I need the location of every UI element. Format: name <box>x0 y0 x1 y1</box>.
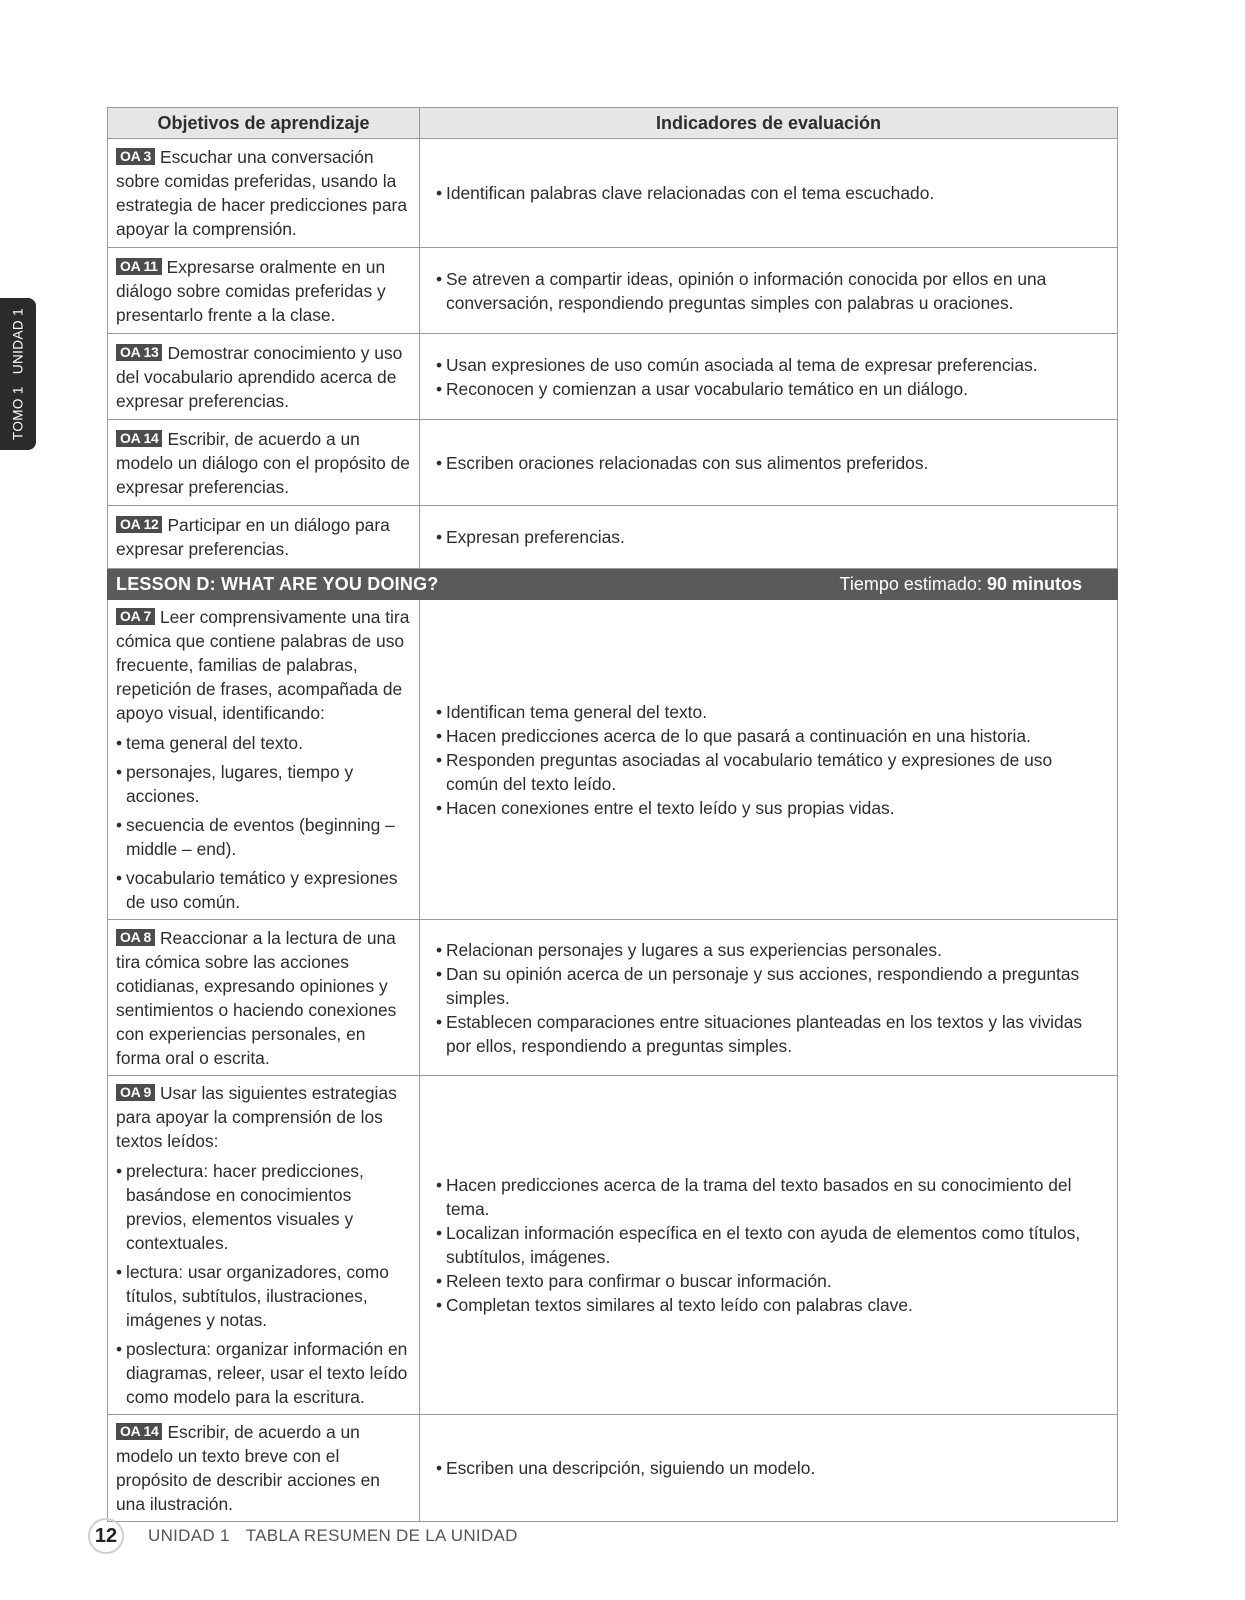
objective-cell <box>108 420 420 506</box>
side-tab-tomo: TOMO 1 <box>10 386 26 441</box>
indicator-cell <box>420 139 1118 248</box>
oa-badge: OA 8 <box>116 929 155 946</box>
objective-cell <box>108 139 420 248</box>
objective-text: Escribir, de acuerdo a un modelo un texto breve con el propósito de describir acciones en una ilustración. <box>116 1422 380 1514</box>
table-row <box>108 920 1118 1076</box>
indicator-cell <box>420 920 1118 1076</box>
table-row <box>108 600 1118 920</box>
lesson-title: LESSON D: WHAT ARE YOU DOING? <box>116 574 439 594</box>
indicator-item: • Se atreven a compartir ideas, opinión o información conocida por ellos en una conversación, respondiendo preguntas simples con palabras u oraciones. <box>436 267 1105 315</box>
side-tab-label <box>11 308 26 440</box>
indicator-item: • Hacen conexiones entre el texto leído y sus propias vidas. <box>436 796 1105 820</box>
footer-unit: UNIDAD 1 <box>148 1526 230 1545</box>
page-number: 12 <box>88 1518 124 1554</box>
indicator-item: • Hacen predicciones acerca de lo que pasará a continuación en una historia. <box>436 724 1105 748</box>
indicator-item: • Reconocen y comienzan a usar vocabulario temático en un diálogo. <box>436 377 1105 401</box>
lesson-bar <box>108 569 1118 600</box>
objective-text: Participar en un diálogo para expresar preferencias. <box>116 515 390 559</box>
table-row <box>108 1415 1118 1522</box>
lesson-time-value: 90 minutos <box>986 574 1082 594</box>
objective-cell <box>108 248 420 334</box>
objective-subitem: • personajes, lugares, tiempo y acciones. <box>116 760 413 808</box>
indicator-item: • Hacen predicciones acerca de la trama del texto basados en su conocimiento del tema. <box>436 1173 1105 1221</box>
indicator-cell <box>420 506 1118 569</box>
indicator-item: • Escriben una descripción, siguiendo un modelo. <box>436 1456 1105 1480</box>
lesson-time <box>840 572 1082 596</box>
indicator-cell <box>420 420 1118 506</box>
indicator-item: • Identifican tema general del texto. <box>436 700 1105 724</box>
objective-cell <box>108 334 420 420</box>
objective-text: Expresarse oralmente en un diálogo sobre comidas preferidas y presentarlo frente a la clase. <box>116 256 386 325</box>
indicator-item: • Completan textos similares al texto leído con palabras clave. <box>436 1293 1105 1317</box>
objective-subitem: • prelectura: hacer predicciones, basándose en conocimientos previos, elementos visuales y contextuales. <box>116 1159 413 1255</box>
objective-cell <box>108 506 420 569</box>
summary-table <box>107 107 1118 1522</box>
indicator-item: • Dan su opinión acerca de un personaje y sus acciones, respondiendo a preguntas simples. <box>436 962 1105 1010</box>
indicator-item: • Establecen comparaciones entre situaciones planteadas en los textos y las vividas por ellos, respondiendo a preguntas simples. <box>436 1010 1105 1058</box>
oa-badge: OA 9 <box>116 1084 155 1101</box>
objective-cell <box>108 600 420 920</box>
objective-subitem: • secuencia de eventos (beginning – middle – end). <box>116 813 413 861</box>
oa-badge: OA 14 <box>116 1423 162 1440</box>
indicator-item: • Escriben oraciones relacionadas con sus alimentos preferidos. <box>436 451 1105 475</box>
page-footer <box>88 1518 518 1554</box>
objective-cell <box>108 1076 420 1415</box>
table-row <box>108 248 1118 334</box>
objective-cell <box>108 1415 420 1522</box>
indicator-cell <box>420 1415 1118 1522</box>
objective-subitem: • vocabulario temático y expresiones de uso común. <box>116 866 413 914</box>
oa-badge: OA 14 <box>116 430 162 447</box>
oa-badge: OA 11 <box>116 258 162 275</box>
indicator-cell <box>420 248 1118 334</box>
oa-badge: OA 13 <box>116 344 162 361</box>
objective-text: Escribir, de acuerdo a un modelo un diálogo con el propósito de expresar preferencias. <box>116 428 410 497</box>
table-row <box>108 420 1118 506</box>
indicator-item: • Expresan preferencias. <box>436 525 1105 549</box>
objective-text: Leer comprensivamente una tira cómica que contiene palabras de uso frecuente, familias de palabras, repetición de frases, acompañada de apoyo visual, identificando: <box>116 607 410 723</box>
oa-badge: OA 12 <box>116 516 162 533</box>
table-row <box>108 1076 1118 1415</box>
header-objectives: Objetivos de aprendizaje <box>108 108 420 139</box>
lesson-cell <box>108 569 1118 600</box>
table-header-row <box>108 108 1118 139</box>
indicator-cell <box>420 600 1118 920</box>
objective-subitem: • lectura: usar organizadores, como títulos, subtítulos, ilustraciones, imágenes y notas. <box>116 1260 413 1332</box>
footer-title: TABLA RESUMEN DE LA UNIDAD <box>245 1526 518 1545</box>
lesson-time-label: Tiempo estimado: <box>839 574 982 594</box>
indicator-cell <box>420 334 1118 420</box>
objective-text: Usar las siguientes estrategias para apoyar la comprensión de los textos leídos: <box>116 1083 397 1151</box>
table-row <box>108 334 1118 420</box>
indicator-item: • Releen texto para confirmar o buscar información. <box>436 1269 1105 1293</box>
indicator-cell <box>420 1076 1118 1415</box>
indicator-item: • Relacionan personajes y lugares a sus experiencias personales. <box>436 938 1105 962</box>
header-indicators: Indicadores de evaluación <box>420 108 1118 139</box>
objective-subitem: • poslectura: organizar información en diagramas, releer, usar el texto leído como modelo para la escritura. <box>116 1337 413 1409</box>
table-row <box>108 139 1118 248</box>
indicator-item: • Localizan información específica en el texto con ayuda de elementos como títulos, subtítulos, imágenes. <box>436 1221 1105 1269</box>
objective-cell <box>108 920 420 1076</box>
oa-badge: OA 3 <box>116 148 155 165</box>
objective-text: Escuchar una conversación sobre comidas preferidas, usando la estrategia de hacer predicciones para apoyar la comprensión. <box>116 147 407 239</box>
indicator-item: • Identifican palabras clave relacionadas con el tema escuchado. <box>436 181 1105 205</box>
objective-subitem: • tema general del texto. <box>116 731 413 755</box>
table-row <box>108 506 1118 569</box>
indicator-item: • Usan expresiones de uso común asociada al tema de expresar preferencias. <box>436 353 1105 377</box>
indicator-item: • Responden preguntas asociadas al vocabulario temático y expresiones de uso común del texto leído. <box>436 748 1105 796</box>
objective-text: Demostrar conocimiento y uso del vocabulario aprendido acerca de expresar preferencias. <box>116 342 403 411</box>
side-tab-unidad: UNIDAD 1 <box>10 307 26 375</box>
objective-text: Reaccionar a la lectura de una tira cómica sobre las acciones cotidianas, expresando opiniones y sentimientos o haciendo conexiones con experiencias personales, en forma oral o escrita. <box>116 927 397 1068</box>
oa-badge: OA 7 <box>116 608 155 625</box>
